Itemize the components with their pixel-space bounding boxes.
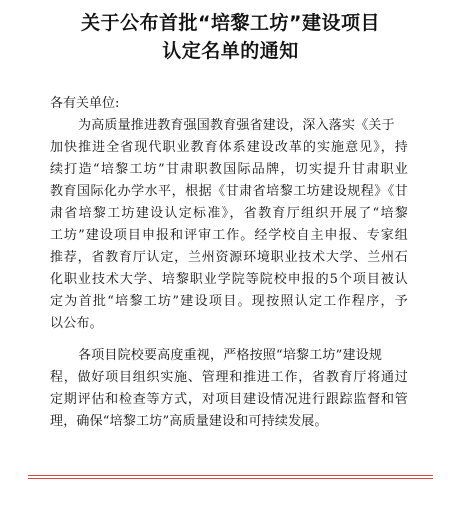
paragraph-2-line: 定期评估和检查等方式，对项目建设情况进行跟踪监督和管: [50, 392, 408, 407]
paragraph-1-line: 以公布。: [50, 316, 103, 331]
paragraph-1-line: 定为首批“培黎工坊”建设项目。现按照认定工作程序，予: [50, 294, 408, 309]
paragraph-1-line: 肃省培黎工坊建设认定标准》，省教育厅组织开展了“培黎: [50, 206, 408, 221]
red-divider-line: [28, 475, 433, 476]
paragraph-2-line: 各项目院校要高度重视，严格按照“培黎工坊”建设规: [78, 348, 383, 363]
paragraph-2-line: 理，确保“培黎工坊”高质量建设和可持续发展。: [50, 414, 328, 429]
salutation: 各有关单位:: [50, 96, 120, 111]
paragraph-1-line: 工坊”建设项目申报和评审工作。经学校自主申报、专家组: [50, 228, 408, 243]
document-title-line-1: 关于公布首批“培黎工坊”建设项目: [81, 12, 380, 34]
document-title-line-2: 认定名单的通知: [162, 40, 299, 62]
paragraph-1-line: 化职业技术大学、培黎职业学院等院校申报的5个项目被认: [50, 272, 408, 287]
paragraph-1-line: 加快推进全省现代职业教育体系建设改革的实施意见》，持: [50, 140, 408, 155]
paragraph-1-line: 推荐，省教育厅认定，兰州资源环境职业技术大学、兰州石: [50, 250, 408, 265]
paragraph-1-line: 为高质量推进教育强国教育强省建设，深入落实《关于: [78, 118, 395, 133]
red-divider-line: [28, 478, 433, 479]
paragraph-2-line: 程，做好项目组织实施、管理和推进工作，省教育厅将通过: [50, 370, 408, 385]
paragraph-1-line: 教育国际化办学水平，根据《甘肃省培黎工坊建设规程》《甘: [50, 184, 408, 199]
paragraph-1-line: 续打造“培黎工坊”甘肃职教国际品牌，切实提升甘肃职业: [50, 162, 408, 177]
